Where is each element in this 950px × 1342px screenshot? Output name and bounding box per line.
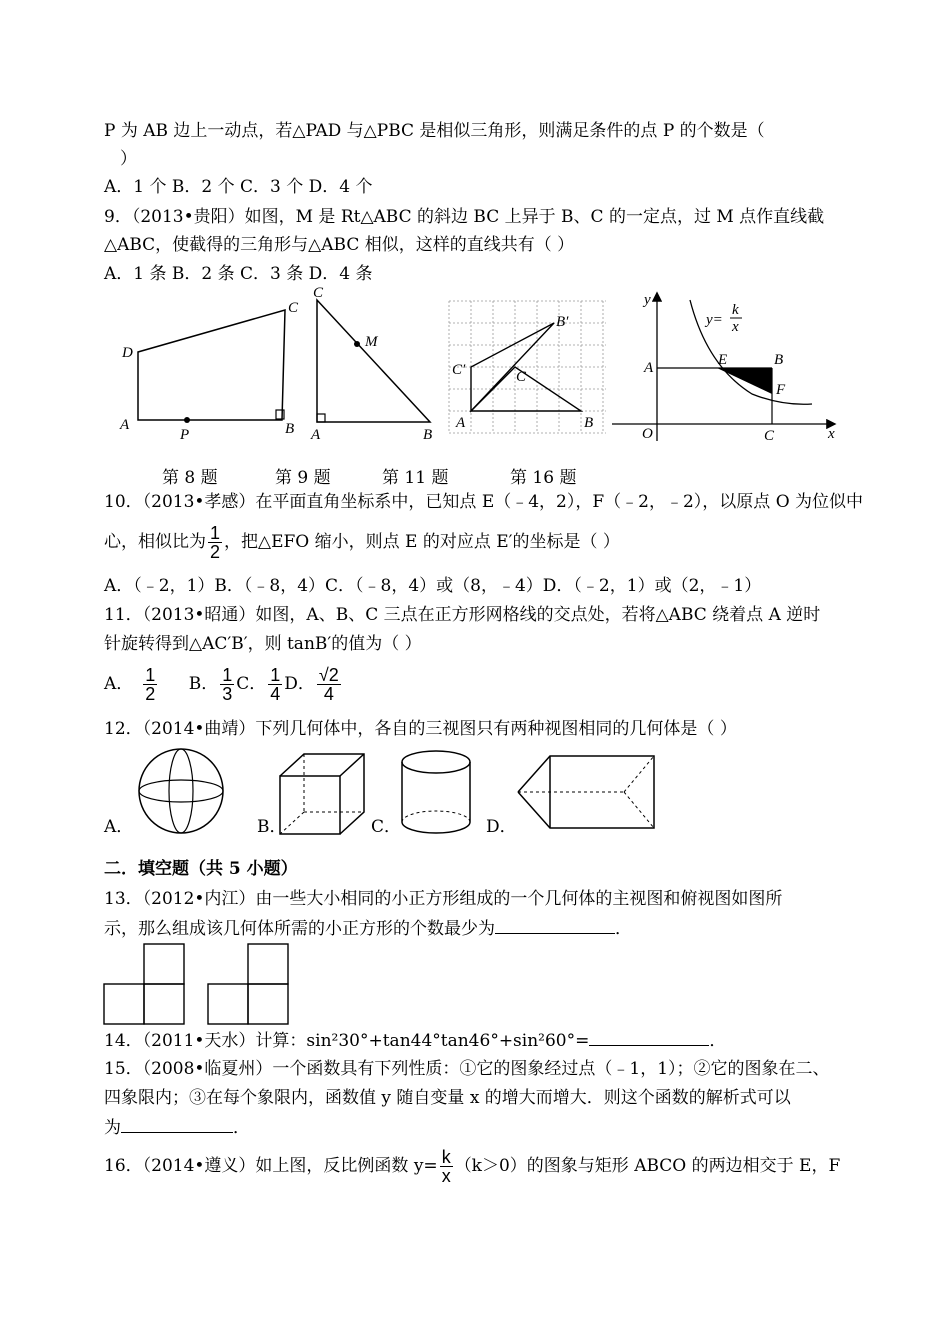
fig8-label-b: B: [285, 421, 295, 437]
q15-answer-blank[interactable]: [121, 1116, 233, 1133]
q10-ratio-fraction: $\frac{1}{2}$: [210, 523, 221, 562]
figure-9: [305, 284, 445, 446]
q11-opt-a-frac: $\frac{1}{2}$: [145, 665, 156, 704]
fig8-label-a: A: [120, 417, 130, 433]
q16-line1: [104, 1146, 840, 1186]
q14-text: 14．（2011•天水）计算：sin²30°+tan44°tan46°+sin²60°=: [104, 1031, 590, 1051]
q14-end: ．: [709, 1031, 727, 1051]
fig16-func-x: x: [732, 319, 739, 335]
fig16-label-o: O: [642, 426, 653, 442]
q8-options: A．1 个 B．2 个 C．3 个 D．4 个: [104, 177, 373, 197]
solid-cube: [276, 752, 376, 842]
q10-line2a: 心，相似比为: [104, 532, 206, 552]
solid-sphere: [133, 748, 233, 838]
figure-16: [612, 286, 842, 446]
fig11-label-b: B: [584, 415, 594, 431]
q13-line1: 13．（2012•内江）由一些大小相同的小正方形组成的一个几何体的主视图和俯视图如图所: [104, 889, 783, 909]
q11-line2: 针旋转得到△AC′B′，则 tanB′的值为（ ）: [104, 634, 422, 654]
q12-label-d: D．: [486, 817, 517, 837]
fig8-label-c: C: [288, 300, 299, 316]
solid-prism: [514, 752, 664, 834]
fig11-label-a: A: [456, 415, 466, 431]
q8-line1: P 为 AB 边上一动点，若△PAD 与△PBC 是相似三角形，则满足条件的点 P 的个数是（: [104, 121, 765, 141]
q13-line2: [104, 917, 632, 940]
fig16-func: y=: [706, 312, 723, 328]
q11-opt-c: C．: [236, 674, 267, 694]
q16-fraction: $\frac{k}{x}$: [441, 1147, 451, 1186]
q11-opt-d-frac: $\frac{√2}{4}$: [318, 665, 339, 704]
q16-post: （k＞0）的图象与矩形 ABCO 的两边相交于 E，F: [454, 1156, 841, 1176]
q12-line1: 12．（2014•曲靖）下列几何体中，各自的三视图只有两种视图相同的几何体是（ ）: [104, 719, 737, 739]
q9-line2: △ABC，使截得的三角形与△ABC 相似，这样的直线共有（ ）: [104, 235, 575, 255]
q15-line1: 15．（2008•临夏州）一个函数具有下列性质：①它的图象经过点（﹣1，1）；②它的图象在二、: [104, 1059, 830, 1079]
caption-fig11: 第 11 题: [382, 468, 449, 488]
figure-8: [110, 292, 310, 447]
q15-line3: [104, 1116, 250, 1139]
q13-front-view: [102, 942, 188, 1026]
q10-line2: [104, 522, 620, 562]
section2-title: 二．填空题（共 5 小题）: [104, 859, 298, 879]
q15-end: ．: [233, 1118, 250, 1138]
q10-line2b: ，把△EFO 缩小，则点 E 的对应点 E′的坐标是（ ）: [224, 532, 620, 552]
caption-fig9: 第 9 题: [275, 468, 331, 488]
q11-opt-c-frac: $\frac{1}{4}$: [270, 665, 281, 704]
q13-top-view: [206, 942, 292, 1026]
fig16-label-f: F: [776, 382, 786, 398]
fig9-label-a: A: [311, 427, 321, 443]
q11-opt-b: B．: [188, 674, 219, 694]
fig9-label-m: M: [365, 334, 378, 350]
q11-opt-d: D．: [284, 674, 315, 694]
q8-line2: ）: [120, 149, 137, 169]
fig8-label-d: D: [122, 345, 133, 361]
fig16-label-a: A: [644, 360, 654, 376]
fig16-label-x: x: [828, 426, 835, 442]
fig16-label-b: B: [774, 352, 784, 368]
q10-line1: 10．（2013•孝感）在平面直角坐标系中，已知点 E（﹣4，2），F（﹣2，﹣2），以原点 O 为位似中: [104, 492, 864, 512]
q13-answer-blank[interactable]: [495, 917, 615, 934]
fig11-label-cp: C′: [452, 362, 466, 378]
fig9-label-b: B: [423, 427, 433, 443]
q15-line2: 四象限内；③在每个象限内，函数值 y 随自变量 x 的增大而增大．则这个函数的解析式可以: [104, 1088, 791, 1108]
q9-options: A．1 条 B．2 条 C．3 条 D．4 条: [104, 264, 373, 284]
caption-fig8: 第 8 题: [162, 468, 218, 488]
q12-label-a: A．: [104, 817, 134, 837]
q12-label-c: C．: [371, 817, 402, 837]
q11-options: [104, 662, 343, 706]
q11-opt-b-frac: $\frac{1}{3}$: [222, 665, 233, 704]
caption-fig16: 第 16 题: [510, 468, 577, 488]
fig8-label-p: P: [180, 427, 190, 443]
fig16-label-y: y: [644, 292, 651, 308]
figure-11: [444, 296, 614, 441]
fig11-label-c: C: [516, 369, 527, 385]
q14-line: [104, 1029, 726, 1052]
q13-end: ．: [615, 919, 632, 939]
q14-answer-blank[interactable]: [589, 1029, 709, 1046]
q10-options: A．（﹣2，1）B．（﹣8，4）C．（﹣8，4）或（8，﹣4）D．（﹣2，1）或（2，﹣1）: [104, 576, 762, 596]
fig16-label-e: E: [718, 352, 728, 368]
q16-pre: 16．（2014•遵义）如上图，反比例函数 y=: [104, 1156, 438, 1176]
fig16-label-c: C: [764, 428, 775, 444]
q15-line3-text: 为: [104, 1118, 121, 1138]
q11-line1: 11．（2013•昭通）如图，A、B、C 三点在正方形网格线的交点处，若将△ABC 绕着点 A 逆时: [104, 605, 821, 625]
fig9-label-c: C: [313, 285, 324, 301]
q12-label-b: B．: [257, 817, 287, 837]
fig11-label-bp: B′: [556, 314, 569, 330]
q13-line2-text: 示，那么组成该几何体所需的小正方形的个数最少为: [104, 919, 495, 939]
solid-cylinder: [398, 748, 478, 840]
fig16-func-k: k: [732, 302, 739, 318]
q11-opt-a: A．: [104, 674, 134, 694]
q9-line1: 9．（2013•贵阳）如图，M 是 Rt△ABC 的斜边 BC 上异于 B、C 的一定点，过 M 点作直线截: [104, 207, 825, 227]
